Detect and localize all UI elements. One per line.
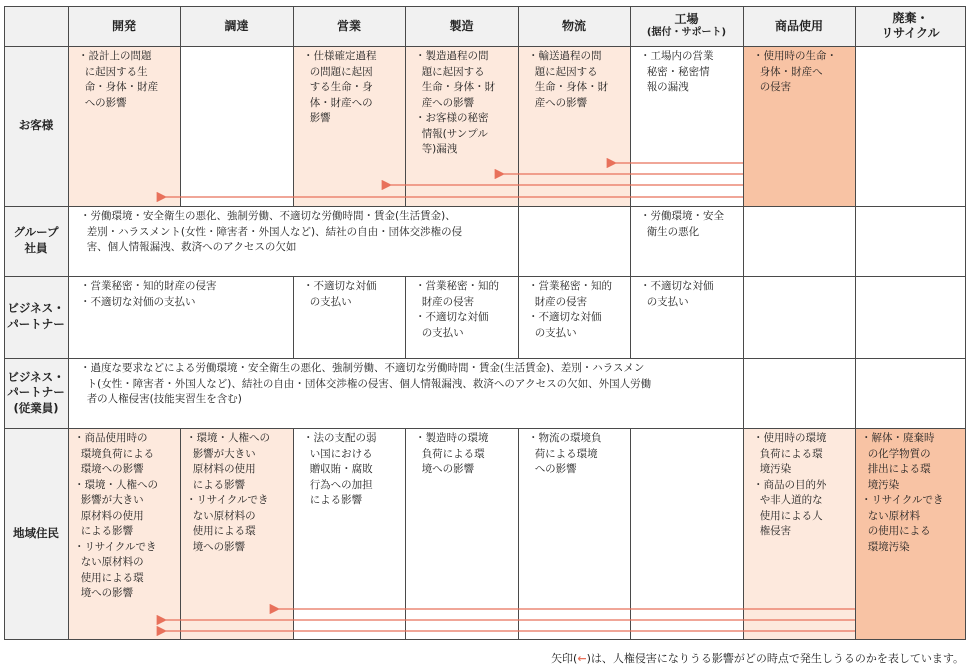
- cell-chiiki-eigyo: ・法の支配の弱 い国における 贈収賄・腐敗 行為への加担 による影響: [303, 432, 377, 506]
- cell-chiiki-shohin: ・使用時の環境 負荷による環 境汚染 ・商品の目的外 や非人道的な 使用による人 権侵害: [743, 428, 855, 640]
- cell-bp-butsuryu: ・営業秘密・知的 財産の侵害 ・不適切な対価 の支払い: [528, 280, 612, 339]
- row-header-bpe: [4, 358, 68, 428]
- cell-bp-haiki: [855, 276, 966, 358]
- cell-okyaku-shohin: ・使用時の生命・ 身体・財産へ の侵害: [743, 46, 855, 206]
- cell-okyaku-chotatsu: [180, 46, 293, 206]
- row-header-chiiki-label: 地域住民: [13, 526, 59, 541]
- col-header-eigyo: [293, 6, 405, 46]
- row-header-group-line1: グループ: [13, 225, 59, 240]
- cell-bpe-span: ・過度な要求などによる労働環境・安全衛生の悪化、強制労働、不適切な労働時間・賃金(生活賃金)、差別・ハラスメン ト(女性・障害者・外国人など)、結社の自由・団体交渉権の侵害、個人情報漏洩、救済へのアクセスの欠如、外国人労働 者の人権侵害(技能実習生を含む): [80, 362, 652, 405]
- cell-chiiki-chotatsu: ・環境・人権への 影響が大きい 原材料の使用 による影響 ・リサイクルでき ない原材料の 使用による環 境への影響: [180, 428, 293, 640]
- cell-okyaku-seizo: ・製造過程の問 題に起因する 生命・身体・財 産への影響 ・お客様の秘密 情報(サンプル 等)漏洩: [405, 46, 518, 206]
- cell-okyaku-kojo: ・工場内の営業 秘密・秘密情 報の漏洩: [640, 50, 714, 93]
- header-corner: [4, 6, 68, 46]
- row-header-chiiki: [4, 428, 68, 640]
- row-header-bp-line1: ビジネス・: [7, 301, 65, 316]
- col-header-seizo: [405, 6, 518, 46]
- col-header-chotatsu-label: 調達: [224, 18, 249, 33]
- col-header-kaihatsu: [68, 6, 180, 46]
- col-header-haiki-line1: 廃棄・: [892, 11, 929, 25]
- row-header-group-line2: 社員: [24, 241, 48, 255]
- row-header-bpe-line2: パートナー: [7, 385, 65, 400]
- cell-okyaku-eigyo: ・仕様確定過程 の問題に起因 する生命・身 体・財産への 影響: [293, 46, 405, 206]
- col-header-butsuryu-label: 物流: [561, 18, 586, 33]
- footer-note: [551, 650, 964, 666]
- cell-chiiki-seizo: ・製造時の環境 負荷による環 境への影響: [415, 432, 489, 475]
- cell-chiiki-butsuryu: ・物流の環境負 荷による環境 への影響: [528, 432, 602, 475]
- cell-bp-eigyo: ・不適切な対価 の支払い: [303, 280, 377, 308]
- row-header-bp-line2: パートナー: [7, 317, 65, 331]
- cell-okyaku-kaihatsu: ・設計上の問題 に起因する生 命・身体・財産 への影響: [68, 46, 180, 206]
- cell-bp-shohin: [743, 276, 855, 358]
- cell-bpe-haiki: [855, 358, 966, 428]
- cell-group-butsuryu: [518, 206, 630, 276]
- footer-suffix: )は、人権侵害になりうる影響がどの時点で発生しうるのかを表しています。: [586, 652, 964, 665]
- col-header-chotatsu: [180, 6, 293, 46]
- row-header-okyaku: [4, 46, 68, 206]
- col-header-kojo-label: 工場: [674, 12, 699, 27]
- cell-bpe-shohin: [743, 358, 855, 428]
- footer-arrow-icon: ←: [577, 652, 587, 665]
- cell-bp-span: ・営業秘密・知的財産の侵害 ・不適切な対価の支払い: [80, 280, 217, 308]
- col-header-kojo: [630, 6, 743, 46]
- col-header-haiki-line2: リサイクル: [881, 26, 940, 40]
- col-header-kojo-sub: (据付・サポート): [646, 27, 727, 39]
- row-header-bpe-line1: ビジネス・: [7, 369, 65, 384]
- col-header-haiki: [855, 6, 966, 46]
- row-header-bp: [4, 276, 68, 358]
- col-header-seizo-label: 製造: [449, 18, 474, 33]
- cell-bp-seizo: ・営業秘密・知的 財産の侵害 ・不適切な対価 の支払い: [415, 280, 499, 339]
- row-header-group: [4, 206, 68, 276]
- col-header-eigyo-label: 営業: [336, 18, 361, 33]
- cell-group-kojo: ・労働環境・安全 衛生の悪化: [640, 210, 724, 238]
- cell-group-span: ・労働環境・安全衛生の悪化、強制労働、不適切な労働時間・賃金(生活賃金)、 差別・ハラスメント(女性・障害者・外国人など)、結社の自由・団体交渉権の侵 害、個人情報漏洩、救済へのアクセスの欠如: [80, 210, 463, 253]
- col-header-shohin: [743, 6, 855, 46]
- footer-prefix: 矢印(: [551, 652, 578, 665]
- cell-chiiki-kaihatsu: ・商品使用時の 環境負荷による 環境への影響 ・環境・人権への 影響が大きい 原材料の使用 による影響 ・リサイクルでき ない原材料の 使用による環 境への影響: [68, 428, 180, 640]
- col-header-butsuryu: [518, 6, 630, 46]
- col-header-kaihatsu-label: 開発: [111, 18, 136, 33]
- cell-group-haiki: [855, 206, 966, 276]
- row-header-bpe-line3: (従業員): [13, 400, 59, 415]
- cell-group-shohin: [743, 206, 855, 276]
- row-header-okyaku-label: お客様: [18, 118, 54, 133]
- cell-chiiki-haiki: ・解体・廃棄時 の化学物質の 排出による環 境汚染 ・リサイクルでき ない原材料 の使用による 環境汚染: [855, 428, 966, 640]
- col-header-shohin-label: 商品使用: [774, 18, 823, 33]
- cell-okyaku-haiki: [855, 46, 966, 206]
- cell-chiiki-kojo: [630, 428, 743, 640]
- cell-okyaku-butsuryu: ・輸送過程の問 題に起因する 生命・身体・財 産への影響: [518, 46, 630, 206]
- cell-bp-kojo: ・不適切な対価 の支払い: [640, 280, 714, 308]
